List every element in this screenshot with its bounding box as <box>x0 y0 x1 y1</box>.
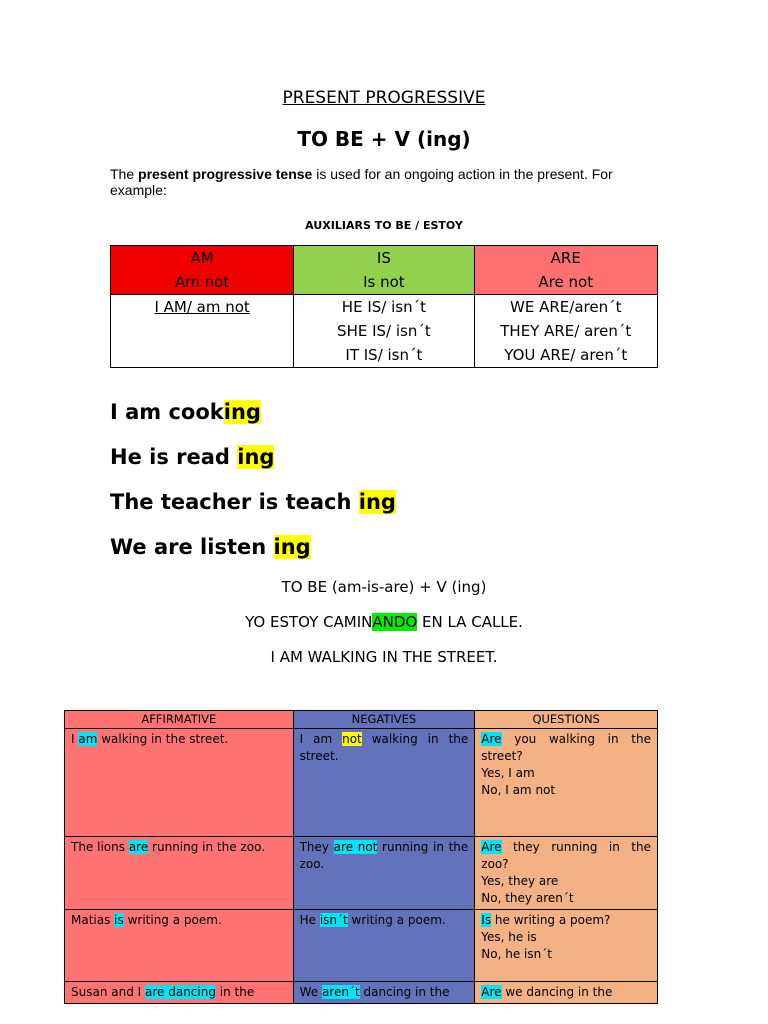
cell-text: walking in the street. <box>97 732 229 746</box>
spanish-line <box>0 613 768 631</box>
verb-highlight: Is <box>481 913 492 927</box>
question-cell <box>475 910 658 982</box>
grammar-table <box>64 710 658 1004</box>
ing-highlight: ing <box>358 490 396 514</box>
page-subtitle: TO BE + V (ing) <box>297 127 471 151</box>
cell-text: They <box>299 840 334 854</box>
question-text <box>481 839 651 873</box>
ing-highlight: ing <box>273 535 311 559</box>
answer-text: No, they aren´t <box>481 891 574 905</box>
table-row <box>65 982 658 1004</box>
table-row <box>65 910 658 982</box>
aux-am-label: AM <box>190 249 214 267</box>
cell-text: walking in the street. <box>299 732 469 763</box>
aux-am-row: I AM/ am not <box>154 298 250 316</box>
example-sentence <box>110 530 396 575</box>
ing-highlight: ing <box>223 400 261 424</box>
aux-are-row: THEY ARE/ aren´t <box>500 322 632 340</box>
negative-cell <box>293 837 475 910</box>
aux-table <box>110 245 658 368</box>
verb-highlight: am <box>78 732 98 746</box>
example-sentence <box>110 440 396 485</box>
grammar-header-row <box>65 711 658 729</box>
aux-are-header <box>474 246 657 295</box>
answer-text: Yes, I am <box>481 766 535 780</box>
verb-highlight: are <box>128 840 149 854</box>
aux-am-cell <box>111 295 294 368</box>
aux-is-row: SHE IS/ isn´t <box>337 322 431 340</box>
header-questions: QUESTIONS <box>475 711 658 729</box>
example-sentence <box>110 395 396 440</box>
cell-text: we dancing in the <box>501 985 613 999</box>
aux-am-header <box>111 246 294 295</box>
aux-are-neg: Are not <box>538 273 594 291</box>
negative-cell <box>293 729 475 837</box>
cell-text: he writing a poem? <box>491 913 611 927</box>
verb-highlight: isn´t <box>319 913 348 927</box>
intro-pre: The <box>110 166 139 182</box>
example-sentences <box>110 395 396 575</box>
cell-text: Susan and I <box>71 985 145 999</box>
aux-are-cell <box>474 295 657 368</box>
cell-text: He <box>299 913 320 927</box>
verb-highlight: Are <box>481 840 502 854</box>
cell-text: writing a poem. <box>347 913 446 927</box>
cell-text: running in the zoo. <box>148 840 266 854</box>
cell-text: Matias <box>71 913 115 927</box>
aux-am-neg: Am not <box>175 273 230 291</box>
table-row <box>65 729 658 837</box>
cell-text: writing a poem. <box>123 913 222 927</box>
aux-heading: AUXILIARS TO BE / ESTOY <box>305 219 463 232</box>
affirmative-cell <box>65 729 294 837</box>
aux-is-label: IS <box>376 249 391 267</box>
table-row <box>65 837 658 910</box>
question-cell <box>475 729 658 837</box>
aux-is-cell <box>294 295 474 368</box>
cell-text: running in the zoo. <box>299 840 469 871</box>
verb-highlight: is <box>114 913 124 927</box>
answer-text: No, I am not <box>481 783 556 797</box>
example-text: I am cook <box>110 400 224 424</box>
spanish-highlight: ANDO <box>372 613 418 631</box>
aux-is-neg: Is not <box>363 273 405 291</box>
aux-is-row: IT IS/ isn´t <box>345 346 423 364</box>
question-text <box>481 731 651 765</box>
example-text: He is read <box>110 445 238 469</box>
header-negatives: NEGATIVES <box>293 711 475 729</box>
aux-are-row: WE ARE/aren´t <box>510 298 622 316</box>
aux-is-header <box>294 246 474 295</box>
cell-text: in the <box>215 985 255 999</box>
question-text <box>481 912 651 929</box>
spanish-pre: YO ESTOY CAMIN <box>245 613 373 631</box>
example-text: We are listen <box>110 535 274 559</box>
cell-text: they running in the zoo? <box>481 840 651 871</box>
page-title: PRESENT PROGRESSIVE <box>282 88 486 108</box>
aux-body-row <box>111 295 658 368</box>
cell-text: We <box>299 985 322 999</box>
aux-header-row <box>111 246 658 295</box>
question-cell <box>475 837 658 910</box>
spanish-post: EN LA CALLE. <box>417 613 523 631</box>
answer-text: Yes, he is <box>481 930 537 944</box>
aux-are-row: YOU ARE/ aren´t <box>504 346 628 364</box>
aux-is-row: HE IS/ isn´t <box>341 298 426 316</box>
ing-highlight: ing <box>237 445 275 469</box>
cell-text: you walking in the street? <box>481 732 651 763</box>
answer-text: No, he isn´t <box>481 947 552 961</box>
intro-post: is used for an ongoing action in the present. For example: <box>110 166 613 198</box>
verb-highlight: are not <box>333 840 378 854</box>
formula-line: TO BE (am-is-are) + V (ing) <box>281 578 487 596</box>
header-affirmative: AFFIRMATIVE <box>65 711 294 729</box>
negative-cell <box>293 982 475 1004</box>
example-text: The teacher is teach <box>110 490 359 514</box>
question-cell <box>475 982 658 1004</box>
aux-are-label: ARE <box>550 249 581 267</box>
not-highlight: not <box>342 732 362 746</box>
intro-bold: present progressive tense <box>138 166 313 182</box>
cell-text: dancing in the <box>359 985 450 999</box>
cell-text: The lions <box>71 840 129 854</box>
cell-text: I <box>71 732 79 746</box>
intro-paragraph <box>110 166 670 198</box>
english-line: I AM WALKING IN THE STREET. <box>270 648 498 666</box>
verb-highlight: are dancing <box>145 985 216 999</box>
answer-text: Yes, they are <box>481 874 559 888</box>
cell-text: I am <box>299 732 343 746</box>
affirmative-cell <box>65 910 294 982</box>
negative-cell <box>293 910 475 982</box>
affirmative-cell <box>65 837 294 910</box>
verb-highlight: Are <box>481 732 502 746</box>
verb-highlight: aren´t <box>321 985 360 999</box>
example-sentence <box>110 485 396 530</box>
verb-highlight: Are <box>481 985 502 999</box>
affirmative-cell <box>65 982 294 1004</box>
